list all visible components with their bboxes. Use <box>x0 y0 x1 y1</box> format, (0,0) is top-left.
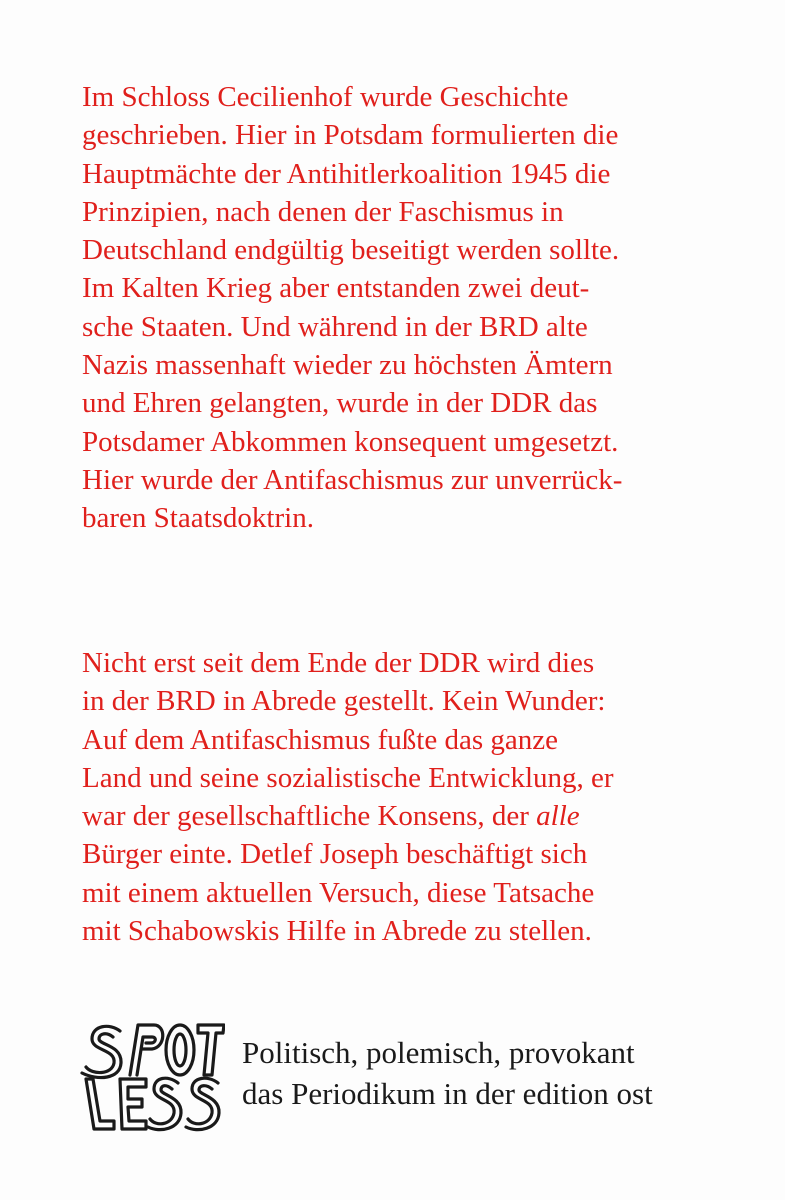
text-line: Auf dem Antifaschismus fußte das ganze <box>82 723 558 756</box>
tagline-line-1: Politisch, polemisch, provokant <box>242 1035 635 1070</box>
blurb-paragraph-2 <box>82 644 614 950</box>
text-line: geschrieben. Hier in Potsdam formulierten die <box>82 119 619 152</box>
text-line: Prinzipien, nach denen der Faschismus in <box>82 195 564 228</box>
text-segment: war der gesellschaftliche Konsens, der <box>82 800 537 833</box>
text-line: Bürger einte. Detlef Joseph beschäftigt sich <box>82 838 588 871</box>
text-line: Deutschland endgültig beseitigt werden sollte. <box>82 234 620 267</box>
text-line: baren Staatsdoktrin. <box>82 502 314 535</box>
logo-text: SPOTLESS <box>80 1017 85 1018</box>
text-line: Im Kalten Krieg aber entstanden zwei deut- <box>82 272 590 305</box>
spotless-logo <box>80 1017 225 1135</box>
tagline-line-2: das Periodikum in der edition ost <box>242 1076 653 1111</box>
text-line: Im Schloss Cecilienhof wurde Geschichte <box>82 81 569 113</box>
text-line: und Ehren gelangten, wurde in der DDR das <box>82 387 598 420</box>
text-line: mit einem aktuellen Versuch, diese Tatsache <box>82 876 595 909</box>
text-line: Nicht erst seit dem Ende der DDR wird dies <box>82 647 595 679</box>
blurb-paragraph-1 <box>82 78 622 538</box>
text-line: Land und seine sozialistische Entwicklung, er <box>82 761 614 794</box>
text-line: mit Schabowskis Hilfe in Abrede zu stellen. <box>82 915 592 948</box>
text-line-with-emphasis <box>82 797 614 835</box>
emphasized-word: alle <box>536 800 580 833</box>
text-line: Potsdamer Abkommen konsequent umgesetzt. <box>82 425 619 458</box>
text-line: Nazis massenhaft wieder zu höchsten Ämtern <box>82 349 613 382</box>
series-tagline <box>242 1032 653 1114</box>
text-line: Hier wurde der Antifaschismus zur unverrück- <box>82 463 623 496</box>
text-line: Hauptmächte der Antihitlerkoalition 1945 die <box>82 157 611 190</box>
text-line: sche Staaten. Und während in der BRD alte <box>82 310 588 343</box>
text-line: in der BRD in Abrede gestellt. Kein Wunder: <box>82 685 606 718</box>
